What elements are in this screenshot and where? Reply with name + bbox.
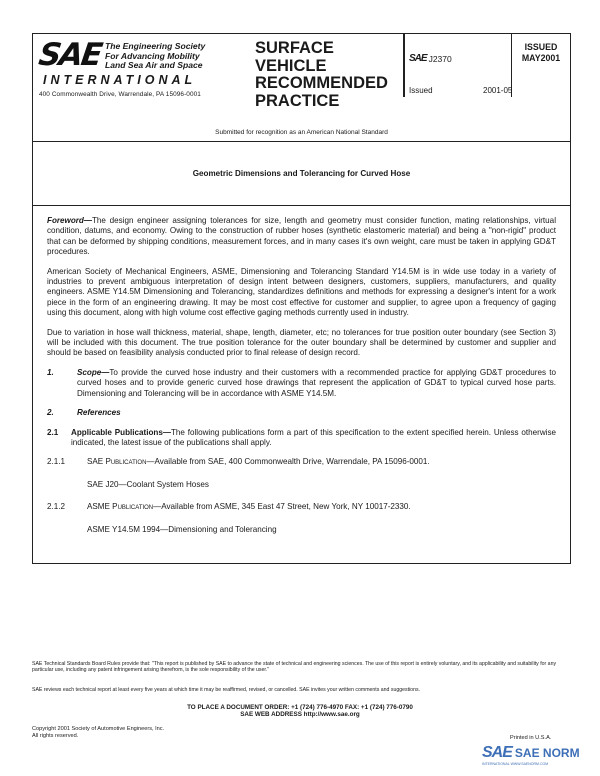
- issued-date: MAY2001: [521, 53, 561, 63]
- section-sae-publication: [47, 457, 556, 467]
- section-number: 2.1: [47, 427, 59, 437]
- copyright-line-2: All rights reserved.: [32, 732, 79, 739]
- web-address-line: SAE WEB ADDRESS http://www.sae.org: [240, 711, 360, 718]
- society-line-2: For Advancing Mobility: [105, 50, 200, 61]
- society-line-3: Land Sea Air and Space: [105, 60, 203, 70]
- scope-text: To provide the curved hose industry and their customers with a recommended practice for applying GD&T procedures to curved hoses and to provide generic curved hose drawings that represent the application of GD&T to typical curved hose parts. Dimensioning and Tolerancing will be in accordance with ASME Y14.5M.: [77, 367, 556, 398]
- document-type: [255, 40, 388, 110]
- section-applicable-publications: [47, 428, 556, 449]
- document-number: [409, 53, 452, 64]
- asme-publication-text: —Available from ASME, 345 East 47 Street, New York, NY 10017-2330.: [153, 502, 411, 512]
- title-band: [33, 142, 570, 206]
- sae-logo: SAE: [36, 37, 104, 73]
- society-tagline: [105, 41, 205, 71]
- international-label: INTERNATIONAL: [43, 72, 197, 87]
- document-title: Geometric Dimensions and Tolerancing for Curved Hose: [192, 169, 411, 178]
- sae-norm-word: SAE NORM: [514, 746, 580, 760]
- section-number: 1.: [47, 367, 54, 377]
- applicable-publications-label: Applicable Publications—: [71, 427, 171, 437]
- sae-branding: [36, 37, 284, 98]
- sae-mini-logo: SAE: [409, 53, 427, 64]
- applicable-publications-text: The following publications form a part of this specification to the extent specified herein. Unless otherwise indicated, the latest issue of the publications shall apply.: [71, 427, 557, 447]
- issued-row: [409, 86, 513, 95]
- copyright-block: [32, 726, 164, 740]
- order-line: TO PLACE A DOCUMENT ORDER: +1 (724) 776-4970 FAX: +1 (724) 776-0790: [187, 704, 413, 711]
- sae-norm-watermark-logo: [482, 744, 580, 766]
- document-body: [33, 206, 570, 563]
- printed-in: Printed in U.S.A.: [510, 735, 552, 741]
- sae-publication-label: SAE Publication: [87, 457, 147, 467]
- reference-item: SAE J20—Coolant System Hoses: [87, 479, 209, 489]
- section-number: 2.1.1: [47, 457, 66, 467]
- scope-label: Scope—: [77, 367, 110, 377]
- foreword-paragraph-2: American Society of Mechanical Engineers, ASME, Dimensioning and Tolerancing Standard Y14.5M is in wide use today in a variety of industries to prevent ambiguous interpretation of design intent between designers, customers, suppliers, manufacturers, and quality engineers. ASME Y14.5M Dimensioning and Tolerancing, standardizes definitions and methods for expressing a designer's intent for a work piece in the form of an engineering drawing. It may be most cost effective for customer and supplier, to agree upon a frequency of gaging using this document, along with high volume cost effective gaging methods currently used in industry.: [47, 266, 556, 318]
- issued-label: ISSUED: [524, 42, 558, 52]
- society-line-1: The Engineering Society: [105, 41, 206, 51]
- submitted-note: Submitted for recognition as an American National Standard: [215, 129, 388, 136]
- section-asme-publication: [47, 502, 556, 512]
- doc-type-line-1: SURFACE: [255, 39, 334, 57]
- foreword-label: Foreword—: [47, 216, 92, 225]
- policy-note-2: SAE reviews each technical report at least every five years at which time it may be reaffirmed, revised, or cancelled. SAE invites your written comments and suggestions.: [32, 687, 420, 693]
- document-header: [33, 34, 570, 142]
- doc-type-line-4: PRACTICE: [255, 91, 340, 110]
- issued-row-date: 2001-05: [483, 86, 513, 95]
- issued-row-label: Issued: [409, 86, 433, 95]
- document-frame: [32, 33, 571, 564]
- sae-norm-subtext: INTERNATIONAL WWW.SAENORM.COM: [482, 762, 549, 766]
- section-scope: [47, 368, 556, 399]
- foreword-paragraph-3: Due to variation in hose wall thickness, material, shape, length, diameter, etc; no tolerances for true position outer boundary (see Section 3) will be included with this document. The true position tolerance for the outer boundary shall be determined by customer and supplier and should be based on feasibility analysis conducted prior to final release of design record.: [47, 327, 556, 358]
- asme-publication-label: ASME Publication: [87, 502, 154, 512]
- header-divider: [403, 34, 405, 97]
- policy-note-1: SAE Technical Standards Board Rules provide that: "This report is published by SAE to advance the state of technical and engineering sciences. The use of this report is entirely voluntary, and its applicability and suitability for any particular use, including any patent infringement arising therefrom, is the sole responsibility of the user.": [32, 661, 557, 674]
- copyright-line-1: Copyright 2001 Society of Automotive Engineers, Inc.: [32, 726, 165, 732]
- sae-publication-text: —Available from SAE, 400 Commonwealth Drive, Warrendale, PA 15096-0001.: [146, 457, 430, 467]
- doc-type-line-2: VEHICLE: [255, 56, 327, 75]
- references-heading: References: [77, 408, 121, 418]
- doc-type-line-3: RECOMMENDED: [255, 74, 388, 92]
- issued-box: [511, 34, 570, 97]
- reference-item: ASME Y14.5M 1994—Dimensioning and Tolerancing: [87, 524, 277, 534]
- doc-number-text: J2370: [428, 53, 452, 64]
- sae-address: 400 Commonwealth Drive, Warrendale, PA 15096-0001: [39, 90, 201, 98]
- foreword-paragraph-1: [47, 216, 556, 258]
- section-number: 2.: [47, 408, 54, 418]
- section-number: 2.1.2: [47, 502, 66, 512]
- sae-norm-mark: SAE: [482, 744, 512, 761]
- foreword-text-1: The design engineer assigning tolerances for size, length and geometry must consider function, mating relationships, virtual condition, datums, and economy. Owing to the construction of rubber hoses (synthetic elastomeric material) and being a "non-rigid" product that can be deformed by shipping conditions, measurement forces, and in many cases it's own weight, care must be taken in applying GD&T procedures.: [47, 216, 556, 257]
- section-references: [47, 408, 556, 418]
